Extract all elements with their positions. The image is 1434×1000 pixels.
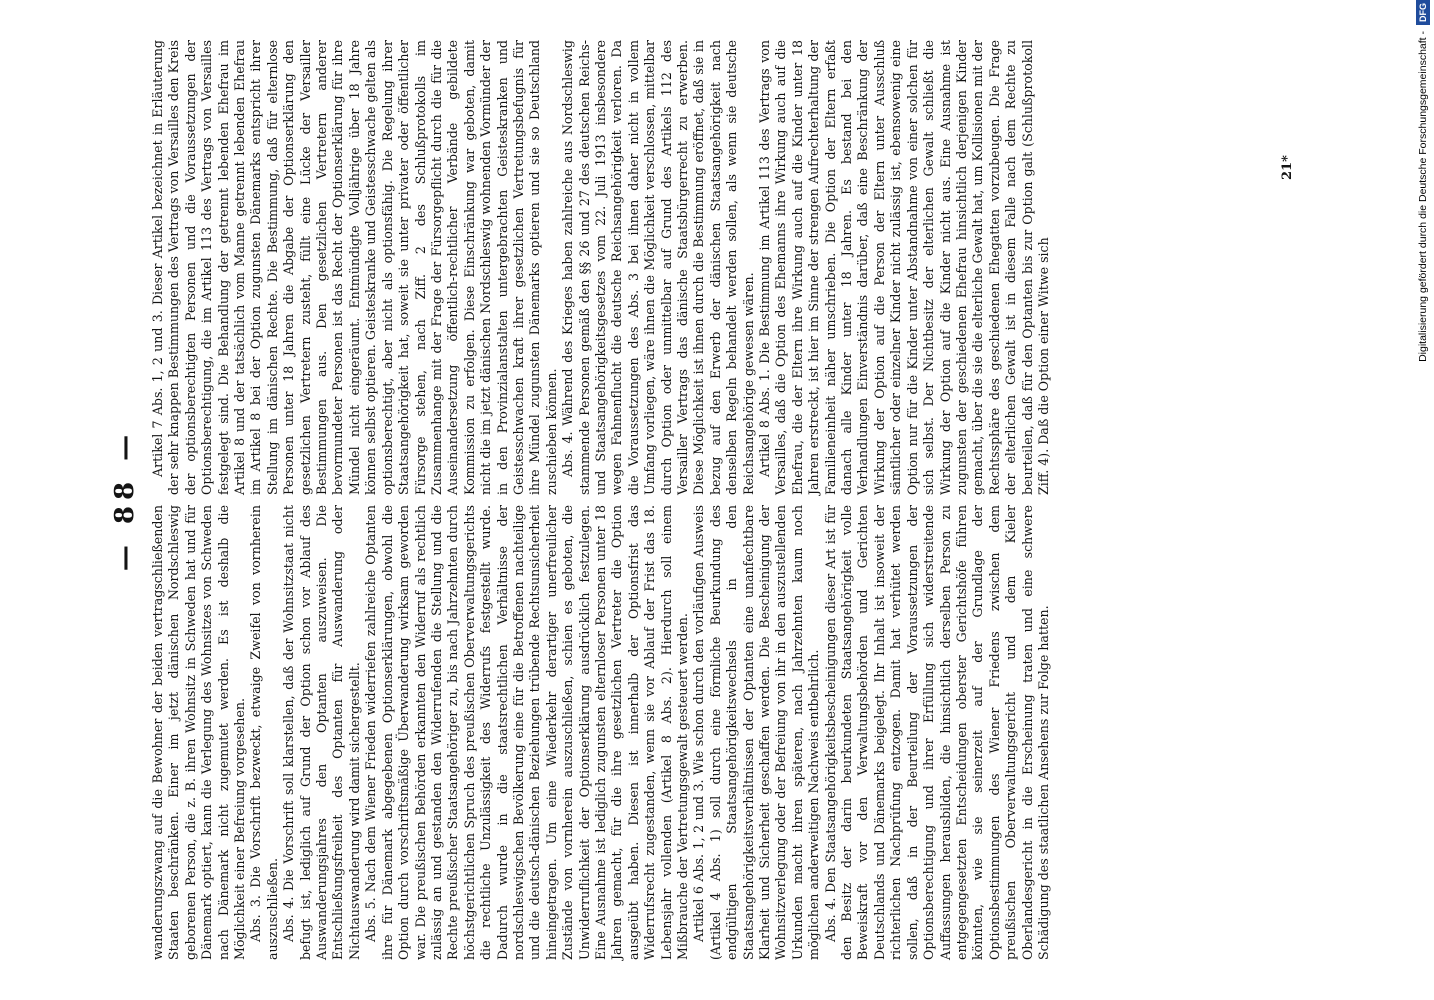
rotated-page-content — [110, 40, 1300, 960]
paragraph: Abs. 4. Während des Krieges haben zahlreiche aus Nordschleswig stammende Personen gemäß den §§ 26 und 27 des deutschen Reichs- und Staatsangehörigkeitsgesetzes vom 22. Juli 1913 insbesondere wegen Fahnenflucht die deutsche Reichsangehörigkeit verloren. Da die Voraussetzungen des Abs. 3 bei ihnen daher nicht in vollem Umfang vorliegen, wäre ihnen die Möglichkeit verschlossen, mittelbar durch Option oder unmittelbar auf Grund des Artikels 112 des Versailler Vertrags das dänische Staatsbürgerrecht zu erwerben. Diese Möglichkeit ist ihnen durch die Bestimmung eröffnet, daß sie in bezug auf den Erwerb der dänischen Staatsangehörigkeit nach denselben Regeln behandelt werden sollen, als wenn sie deutsche Reichsangehörige gewesen wären. — [560, 40, 756, 495]
paragraph: Abs. 3. Die Vorschrift bezweckt, etwaige Zweifel von vornherein auszuschließen. — [248, 505, 280, 960]
paragraph: wanderungszwang auf die Bewohner der beiden vertragschließenden Staaten beschränken. Einer im jetzt dänischen Nordschleswig geborenen Person, die z. B. ihren Wohnsitz in Schweden hat und für Dänemark optiert, kann die Verlegung des Wohnsitzes von Schweden nach Dänemark nicht zugemutet werden. Es ist deshalb die Möglichkeit einer Befreiung vorgesehen. — [150, 505, 248, 960]
left-text-column — [150, 505, 1052, 960]
signature-mark: 21* — [1280, 155, 1295, 180]
paragraph: Abs. 4. Die Vorschrift soll klarstellen, daß der Wohnsitzstaat nicht befugt ist, lediglich auf Grund der Option schon vor Ablauf des Auswanderungsjahres den Optanten auszuweisen. Die Entschließungsfreiheit des Optanten für Auswanderung oder Nichtauswanderung wird damit sichergestellt. — [281, 505, 362, 960]
page-number-header: — 88 — — [110, 428, 140, 572]
paragraph: Artikel 7 Abs. 1, 2 und 3. Dieser Artikel bezeichnet in Erläuterung der sehr knappen Bestimmungen des Vertrags von Versailles den Kreis der optionsberechtigten Personen und die Voraussetzungen der Optionsberechtigung, die im Artikel 113 des Vertrags von Versailles festgelegt sind. Die Behandlung der getrennt lebenden Ehefrau im Artikel 8 und der tatsächlich vom Manne getrennt lebenden Ehefrau im Artikel 8 bei der Option zugunsten Dänemarks entspricht ihrer Stellung im dänischen Rechte. Die Bestimmung, daß für elternlose Personen unter 18 Jahren die Abgabe der Optionserklärung den gesetzlichen Vertretern zusteht, füllt eine Lücke der Versailler Bestimmungen aus. Den gesetzlichen Vertretern anderer bevormundeter Personen ist das Recht der Optionserklärung für ihre Mündel nicht eingeräumt. Entmündigte Volljährige über 18 Jahre können selbst optieren. Geisteskranke und Geistesschwache gelten als optionsberechtigt, aber nicht als optionsfähig. Die Regelung ihrer Staatsangehörigkeit hat, soweit sie unter privater oder öffentlicher Fürsorge stehen, nach Ziff. 2 des Schlußprotokolls im Zusammenhange mit der Frage der Fürsorgepflicht durch die für die Auseinandersetzung öffentlich-rechtlicher Verbände gebildete Kommission zu erfolgen. Diese Einschränkung war geboten, damit nicht die im jetzt dänischen Nordschleswig wohnenden Vormünder der in den Provinzialanstalten untergebrachten Geisteskranken und Geistesschwachen kraft ihrer gesetzlichen Vertretungsbefugnis für ihre Mündel zugunsten Dänemarks optieren und sie so Deutschland zuschieben können. — [150, 40, 559, 495]
paragraph: Artikel 6 Abs. 1, 2 und 3. Wie schon durch den vorläufigen Ausweis (Artikel 4 Abs. 1) soll durch eine förmliche Beurkundung des endgültigen Staatsangehörigkeitswechsels in den Staatsangehörigkeitsverhältnissen der Optanten eine unanfechtbare Klarheit und Sicherheit geschaffen werden. Die Bescheinigung der Wohnsitzverlegung oder der Befreiung von ihr in den auszustellenden Urkunden macht ihren späteren, nach Jahrzehnten kaum noch möglichen anderweitigen Nachweis entbehrlich. — [691, 505, 822, 960]
paragraph: Abs. 5. Nach dem Wiener Frieden widerriefen zahlreiche Optanten ihre für Dänemark abgegebenen Optionserklärungen, obwohl die Option durch vorschriftsmäßige Überwanderung wirksam geworden war. Die preußischen Behörden erkannten den Widerruf als rechtlich zulässig an und gestanden den Widerrufenden die Stellung und die Rechte preußischer Staatsangehöriger zu, bis nach Jahrzehnten durch höchstgerichtlichen Spruch des preußischen Oberverwaltungsgerichts die rechtliche Unzulässigkeit des Widerrufs festgestellt wurde. Dadurch wurde in die staatsrechtlichen Verhältnisse der nordschleswigschen Bevölkerung eine für die Betroffenen nachteilige und die deutsch-dänischen Beziehungen trübende Rechtsunsicherheit hineingetragen. Um eine Wiederkehr derartiger unerfreulicher Zustände von vornherein auszuschließen, schien es geboten, die Unwiderruflichkeit der Optionserklärung ausdrücklich festzulegen. Eine Ausnahme ist lediglich zugunsten elternloser Personen unter 18 Jahren gemacht, für die ihre gesetzlichen Vertreter die Option ausgeübt haben. Diesen ist innerhalb der Optionsfrist das Widerrufsrecht zugestanden, wenn sie vor Ablauf der Frist das 18. Lebensjahr vollenden (Artikel 8 Abs. 2). Hierdurch soll einem Mißbrauche der Vertretungsgewalt gesteuert werden. — [363, 505, 690, 960]
dfg-logo: DFG — [1416, 0, 1430, 25]
right-text-column — [150, 40, 1052, 495]
paragraph: Abs. 4. Den Staatsangehörigkeitsbescheinigungen dieser Art ist für den Besitz der darin beurkundeten Staatsangehörigkeit volle Beweiskraft vor den Verwaltungsbehörden und Gerichten Deutschlands und Dänemarks beigelegt. Ihr Inhalt ist insoweit der richterlichen Nachprüfung entzogen. Damit hat verhütet werden sollen, daß in der Beurteilung der Voraussetzungen der Optionsberechtigung und ihrer Erfüllung sich widerstreitende Auffassungen herausbilden, die hinsichtlich derselben Person zu entgegengesetzten Entscheidungen oberster Gerichtshöfe führen könnten, wie sie seinerzeit auf der Grundlage der Optionsbestimmungen des Wiener Friedens zwischen dem preußischen Oberverwaltungsgericht und dem Kieler Oberlandesgericht in die Erscheinung traten und eine schwere Schädigung des staatlichen Ansehens zur Folge hatten. — [822, 505, 1051, 960]
paragraph: Artikel 8 Abs. 1. Die Bestimmung im Artikel 113 des Vertrags von Versailles, daß die Option des Ehemanns ihre Wirkung auch auf die Ehefrau, die der Eltern ihre Wirkung auch auf die Kinder unter 18 Jahren erstreckt, ist hier im Sinne der strengen Aufrechterhaltung der Familieneinheit näher umschrieben. Die Option der Eltern erfaßt danach alle Kinder unter 18 Jahren. Es bestand bei den Verhandlungen Einverständnis darüber, daß eine Beschränkung der Wirkung der Option auf die Person der Eltern unter Ausschluß sämtlicher oder einzelner Kinder nicht zulässig ist, ebensowenig eine Option nur für die Kinder unter Abstandnahme von einer solchen für sich selbst. Der Nichtbesitz der elterlichen Gewalt schließt die Wirkung der Option auf die Kinder nicht aus. Eine Ausnahme ist zugunsten der geschiedenen Ehefrau hinsichtlich derjenigen Kinder gemacht, über die sie die elterliche Gewalt hat, um Kollisionen mit der Rechtssphäre des geschiedenen Ehegatten vorzubeugen. Die Frage der elterlichen Gewalt ist in diesem Falle nach dem Rechte zu beurteilen, daß für den Optanten bis zur Option galt (Schlußprotokoll Ziff. 4). Daß die Option einer Witwe sich — [757, 40, 1051, 495]
digitization-credit — [1414, 0, 1432, 990]
credit-text: Digitalisierung gefördert durch die Deutsche Forschungsgemeinschaft - — [1417, 31, 1429, 362]
